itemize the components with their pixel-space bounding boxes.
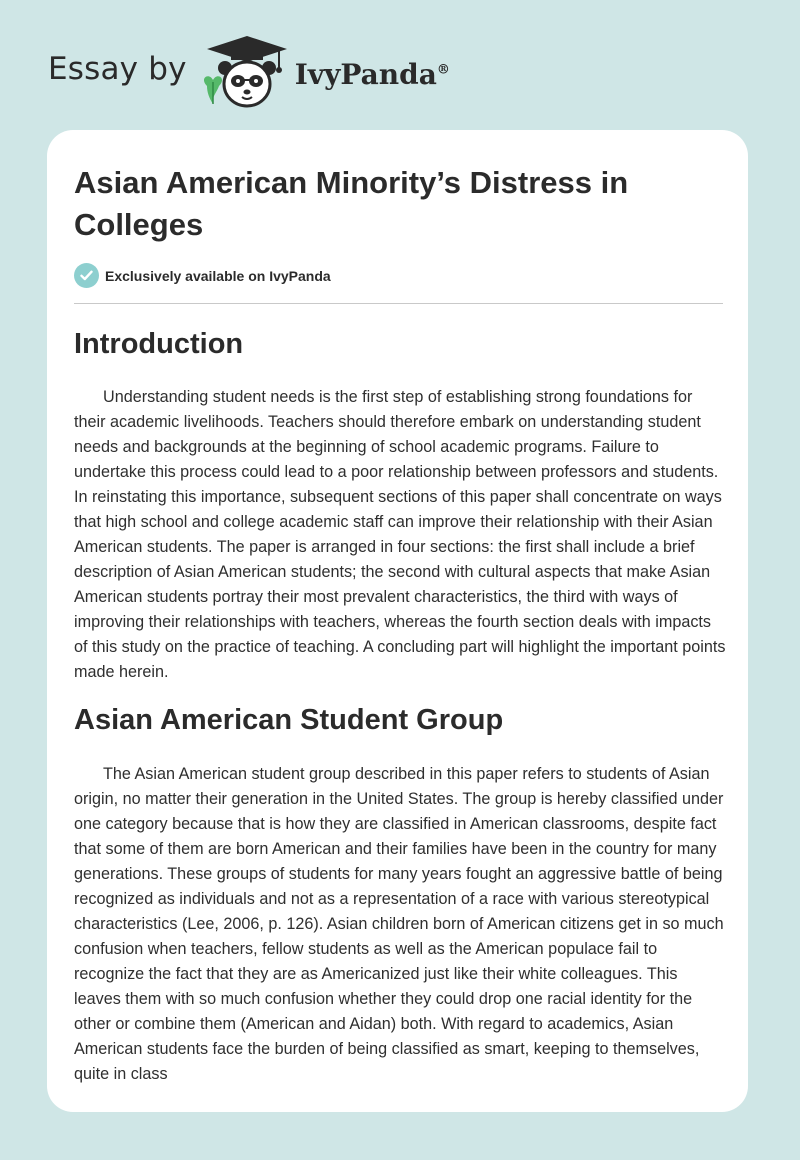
brand-prefix: Essay by — [48, 51, 187, 87]
section-heading-asian-american-student-group: Asian American Student Group — [74, 704, 504, 736]
essay-title: Asian American Minority’s Distress in Colleges — [74, 165, 629, 242]
essay-card — [47, 130, 748, 1112]
check-icon — [74, 263, 99, 288]
exclusive-badge-text: Exclusively available on IvyPanda — [105, 267, 331, 284]
divider — [74, 303, 723, 304]
brand-header — [48, 34, 450, 110]
section-heading-introduction: Introduction — [74, 328, 244, 360]
section-body-introduction: Understanding student needs is the first step of establishing strong foundations for their academic livelihoods. Teachers should therefore embark on understanding student needs and backgrounds at the beginning of school academic programs. Failure to undertake this process could lead to a poor relationship between professors and students. In reinstating this importance, subsequent sections of this paper shall concentrate on ways that high school and college academic staff can improve their relationship with their Asian American students. The paper is arranged in four sections: the first shall include a brief description of Asian American students; the second with cultural aspects that make Asian American students portray their most prevalent characteristics, the third with ways of improving their relationships with teachers, whereas the fourth section deals with impacts of this study on the practice of teaching. A concluding part will highlight the important points made herein. — [74, 388, 726, 681]
brand-name[interactable]: IvyPanda® — [294, 57, 450, 91]
section-body-asian-american-student-group: The Asian American student group described in this paper refers to students of Asian origin, no matter their generation in the United States. The group is hereby classified under one category because that is how they are classified in American classrooms, despite fact that some of them are born American and their families have been in the country for many generations. These groups of students for many years fought an aggressive battle of being recognized as individuals and not as a representation of a race with various stereotypical characteristics (Lee, 2006, p. 126). Asian children born of American citizens get in so much confusion when teachers, fellow students as well as the American populace fail to recognize the fact that they are as Americanized just like their white colleagues. This leaves them with so much confusion whether they could drop one racial identity for the other or combine them (American and Aidan) both. With regard to academics, Asian American students face the burden of being classified as smart, keeping to themselves, quite in class — [74, 765, 724, 1083]
exclusive-badge — [74, 263, 331, 288]
panda-logo-icon[interactable] — [201, 34, 293, 110]
